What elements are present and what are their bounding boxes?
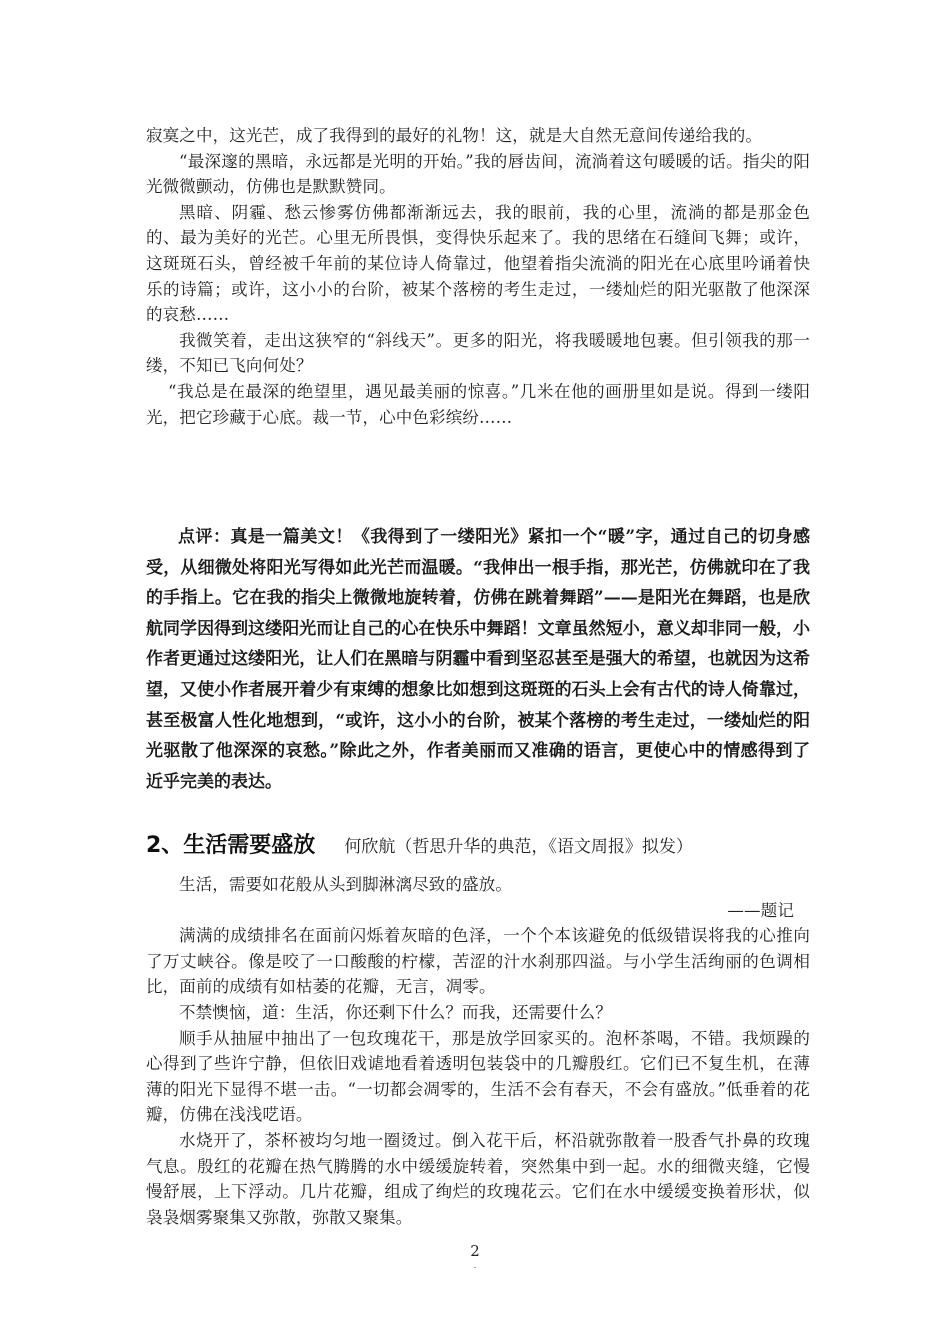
- paragraph: 不禁懊恼，道：生活，你还剩下什么？而我，还需要什么？: [179, 1002, 612, 1022]
- paragraph: “最深邃的黑暗，永远都是光明的开始。”我的唇齿间，流淌着这句暖暖的话。指尖的阳光微微颤动，仿佛也是默默赞同。: [146, 151, 810, 197]
- paragraph: 顺手从抽屉中抽出了一包玫瑰花干，那是放学回家买的。泡杯茶喝，不错。我烦躁的心得到了些许宁静，但依旧戏谑地看着透明包装袋中的几瓣殷红。它们已不复生机，在薄薄的阳光下显得不堪一击。“一切都会凋零的，生活不会有春天，不会有盛放。”低垂着的花瓣，仿佛在浅浅呓语。: [146, 1028, 810, 1125]
- essay-2-body: [146, 872, 810, 1230]
- section-heading: [146, 828, 846, 859]
- section-title: 2、生活需要盛放: [146, 833, 316, 858]
- review-block: [146, 522, 810, 797]
- paragraph: “我总是在最深的绝望里，遇见最美丽的惊喜。”几米在他的画册里如是说。得到一缕阳光，把它珍藏于心底。裁一节，心中色彩缤纷……: [146, 381, 810, 427]
- page-number-dot: .: [473, 1261, 477, 1271]
- page-number: 2: [470, 1242, 480, 1260]
- section-subtitle: 何欣航（哲思升华的典范，《语文周报》拟发）: [344, 837, 693, 857]
- paragraph: 黑暗、阴霾、愁云惨雾仿佛都渐渐远去，我的眼前，我的心里，流淌的都是那金色的、最为美好的光芒。心里无所畏惧，变得快乐起来了。我的思绪在石缝间飞舞；或许，这斑斑石头，曾经被千年前的某位诗人倚靠过，他望着指尖流淌的阳光在心底里吟诵着快乐的诗篇；或许，这小小的台阶，被某个落榜的考生走过，一缕灿烂的阳光驱散了他深深的哀愁……: [146, 202, 810, 325]
- paragraph: 满满的成绩排名在面前闪烁着灰暗的色泽，一个个本该避免的低级错误将我的心推向了万丈峡谷。像是咬了一口酸酸的柠檬，苦涩的汁水刹那四溢。与小学生活绚丽的色调相比，面前的成绩有如枯萎的花瓣，无言，凋零。: [146, 926, 810, 997]
- epigraph: 生活，需要如花般从头到脚淋漓尽致的盛放。: [179, 875, 512, 894]
- epigraph-sign: ——题记: [727, 900, 794, 920]
- paragraph: 我微笑着，走出这狭窄的“斜线天”。更多的阳光，将我暖暖地包裹。但引领我的那一缕，不知已飞向何处？: [146, 330, 810, 376]
- paragraph: 水烧开了，茶杯被均匀地一圈烫过。倒入花干后，杯沿就弥散着一股香气扑鼻的玫瑰气息。殷红的花瓣在热气腾腾的水中缓缓旋转着，突然集中到一起。水的细微夹缝，它慢慢舒展，上下浮动。几片花瓣，组成了绚烂的玫瑰花云。它们在水中缓缓变换着形状，似袅袅烟雾聚集又弥散，弥散又聚集。: [146, 1130, 810, 1227]
- essay-continuation: [146, 123, 810, 430]
- review-text: 点评：真是一篇美文！《我得到了一缕阳光》紧扣一个“暖”字，通过自己的切身感受，从细微处将阳光写得如此光芒而温暖。“我伸出一根手指，那光芒，仿佛就印在了我的手指上。它在我的指尖上微微地旋转着，仿佛在跳着舞蹈”——是阳光在舞蹈，也是欣航同学因得到这缕阳光而让自己的心在快乐中舞蹈！文章虽然短小，意义却非同一般，小作者更通过这缕阳光，让人们在黑暗与阴霾中看到坚忍甚至是强大的希望，也就因为这希望，又使小作者展开着少有束缚的想象比如想到这斑斑的石头上会有古代的诗人倚靠过，甚至极富人性化地想到，“或许，这小小的台阶，被某个落榜的考生走过，一缕灿烂的阳光驱散了他深深的哀愁。”除此之外，作者美丽而又准确的语言，更使心中的情感得到了近乎完美的表达。: [146, 527, 810, 792]
- paragraph: 寂寞之中，这光芒，成了我得到的最好的礼物！这，就是大自然无意间传递给我的。: [146, 126, 763, 145]
